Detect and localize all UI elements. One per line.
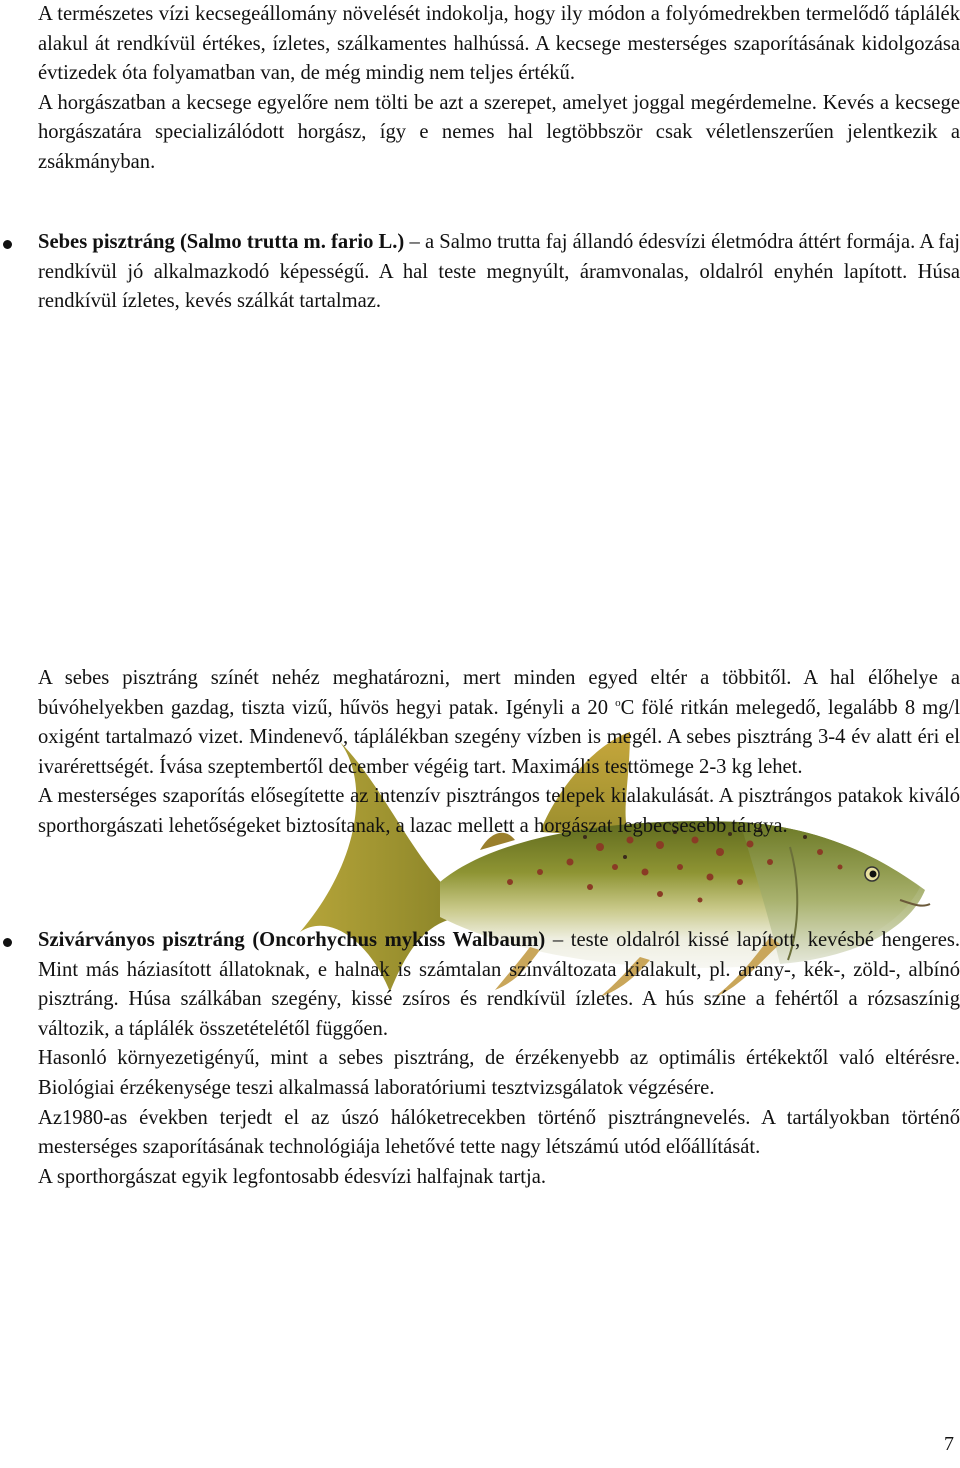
brown-trout-details	[38, 664, 960, 842]
rainbow-trout-paragraph-2: Hasonló környezetigényű, mint a sebes pisztráng, de érzékenyebb az optimális értékektől való eltérésre. Biológiai érzékenysége teszi alkalmassá laboratóriumi tesztvizsgálatok végzésére.	[38, 1047, 960, 1099]
brown-trout-paragraph-1: A sebes pisztráng színét nehéz meghatározni, mert minden egyed eltér a többitől. A hal élőhelye a búvóhelyekben gazdag, tiszta vizű, hűvös hegyi patak. Igényli a 20 $^o$C fölé ritkán melegedő, legalább 8 mg/l oxigént tartalmazó vizet. Mindenevő, táplálékban szegény vízben is megél. A sebes pisztráng 3-4 év alatt éri el ivarérettségét. Ívása szeptembertől december végéig tart. Maximális testtömege 2-3 kg lehet.	[38, 667, 960, 778]
rainbow-trout-section	[38, 926, 960, 1192]
brown-trout-section	[38, 228, 960, 317]
bullet-icon	[3, 240, 12, 249]
bullet-icon	[3, 938, 12, 947]
brown-trout-paragraph-2: A mesterséges szaporítás elősegítette az intenzív pisztrángos telepek kialakulását. A pisztrángos patakok kiváló sporthorgászati lehetőségeket biztosítanak, a lazac mellett a horgászat legbecsesebb tárgya.	[38, 785, 960, 837]
rainbow-trout-intro	[38, 926, 960, 1044]
degree-sign: o	[615, 696, 621, 709]
brown-trout-lead: – a Salmo trutta faj állandó édesvízi életmódra áttért formája. A faj rendkívül jó alkalmazkodó képességű. A hal teste megnyúlt, áramvonalas, oldalról enyhén lapított. Húsa rendkívül ízletes, kevés szálkát tartalmaz.	[38, 231, 960, 313]
rainbow-trout-paragraph-3: Az1980-as években terjedt el az úszó hálóketrecekben történő pisztrángnevelés. A tartályokban történő mesterséges szaporításának technológiája lehetővé tette nagy létszámú utód előállítását.	[38, 1106, 960, 1159]
brown-trout-intro	[38, 228, 960, 317]
rainbow-trout-paragraph-4: A sporthorgászat egyik legfontosabb édesvízi halfajnak tartja.	[38, 1165, 547, 1188]
page-number: 7	[944, 1433, 954, 1455]
intro-paragraph-2: A horgászatban a kecsege egyelőre nem tölti be azt a szerepet, amelyet joggal megérdemelne. Kevés a kecsege horgászatára specializálódott horgász, így e nemes hal legtöbbször csak véletlenszerűen jelentkezik a zsákmányban.	[38, 91, 960, 173]
intro-paragraph-1: A természetes vízi kecsegeállomány növelését indokolja, hogy ily módon a folyómedrekben termelődő táplálék alakul át rendkívül értékes, ízletes, szálkamentes halhússá. A kecsege mesterséges szaporításának kidolgozása évtizedek óta folyamatban van, de még mindig nem teljes értékű.	[38, 3, 960, 85]
intro-text	[38, 0, 960, 178]
rainbow-trout-title: Szivárványos pisztráng (Oncorhychus mykiss Walbaum)	[38, 929, 546, 951]
rainbow-trout-lead: – teste oldalról kissé lapított, kevésbé hengeres. Mint más háziasított állatoknak, e halnak is számtalan színváltozata kialakult, pl. arany-, kék-, zöld-, albínó pisztráng. Húsa szálkában szegény, kissé zsíros és rendkívül ízletes. A hús színe a fehértől a rózsaszínig változik, a táplálék összetételétől függően.	[38, 929, 960, 1040]
brown-trout-title: Sebes pisztráng (Salmo trutta m. fario L.)	[38, 231, 405, 253]
